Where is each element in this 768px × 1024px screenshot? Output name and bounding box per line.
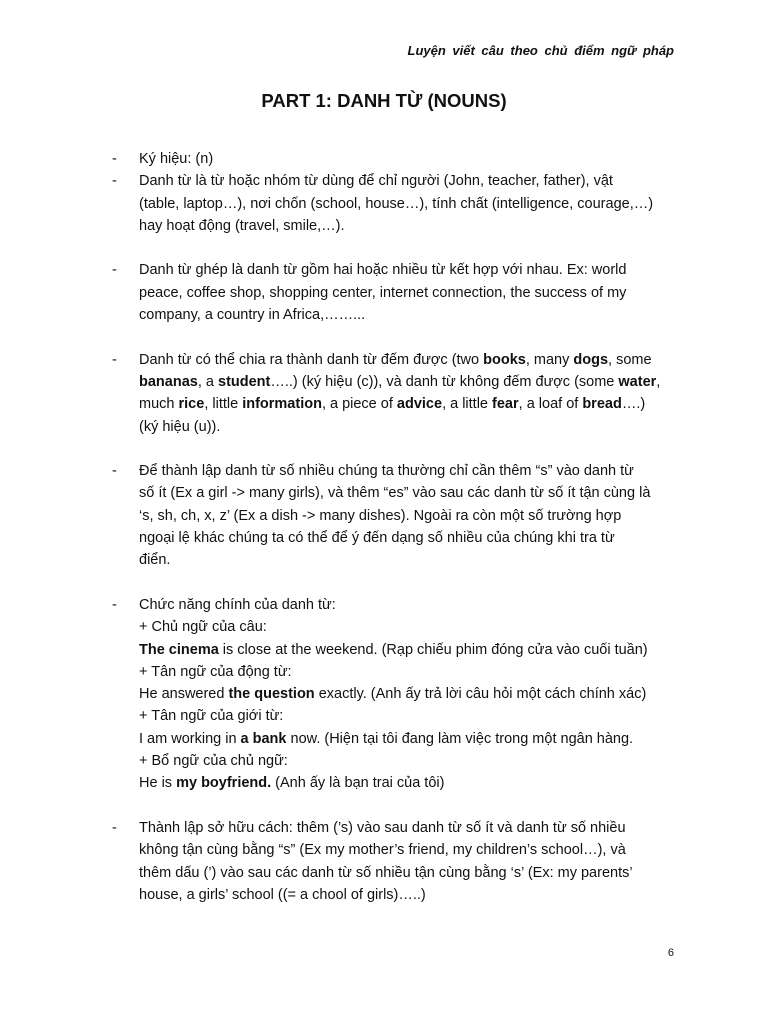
text-line: [139, 393, 682, 415]
text-run: , a little: [442, 396, 493, 413]
text-line: [139, 482, 682, 504]
bullet-dash: -: [112, 151, 117, 167]
text-run: exactly. (Anh ấy trả lời câu hỏi một cách chính xác): [314, 686, 647, 703]
text-line: [139, 750, 682, 772]
text-run: , a piece of: [321, 396, 397, 413]
list-item-compound-nouns: [112, 259, 682, 326]
text-run: hay hoạt động (travel, smile,…).: [139, 217, 345, 234]
bold-term: bananas: [139, 373, 198, 390]
bold-term: information: [242, 396, 322, 413]
text-run: Danh từ ghép là danh từ gồm hai hoặc nhiều từ kết hợp với nhau. Ex: world: [139, 262, 627, 279]
text-run: Để thành lập danh từ số nhiều chúng ta thường chỉ cần thêm “s” vào danh từ: [139, 463, 634, 480]
text-line: [139, 304, 682, 326]
text-run: company, a country in Africa,……...: [139, 307, 366, 324]
list-item-possessive: [112, 817, 682, 906]
text-line: [139, 772, 682, 794]
list-item-text: [139, 594, 682, 795]
text-run: , some: [608, 351, 652, 368]
text-run: Danh từ có thể chia ra thành danh từ đếm được (two: [139, 351, 484, 368]
bold-term: water: [618, 373, 657, 390]
text-run: điển.: [139, 552, 171, 569]
list-item-text: [139, 349, 682, 438]
running-header: Luyện viết câu theo chủ điểm ngữ pháp: [407, 43, 674, 58]
list-item-noun-functions: [112, 594, 682, 795]
bullet-dash: -: [112, 596, 117, 613]
text-run: (Anh ấy là bạn trai của tôi): [271, 775, 445, 792]
text-line: [139, 371, 682, 393]
text-run: ….): [621, 396, 646, 413]
bold-term: dogs: [573, 351, 609, 368]
list-item-definition: [112, 170, 682, 237]
text-run: He answered: [139, 686, 229, 703]
text-run: ,: [656, 373, 661, 390]
list-item-text: [139, 817, 682, 906]
text-run: ‘s, sh, ch, x, z’ (Ex a dish -> many dishes). Ngoài ra còn một số trường hợp: [139, 507, 622, 524]
text-line: [139, 817, 682, 839]
text-run: Thành lập sở hữu cách: thêm (’s) vào sau danh từ số ít và danh từ số nhiều: [139, 819, 626, 836]
bold-term: a bank: [240, 730, 287, 747]
bold-term: my boyfriend.: [176, 775, 272, 792]
text-run: , a loaf of: [518, 396, 583, 413]
text-run: …..) (ký hiệu (c)), và danh từ không đếm được (some: [270, 373, 619, 390]
text-line: [139, 683, 682, 705]
text-run: I am working in: [139, 730, 241, 747]
list-item-countable-uncountable: [112, 349, 682, 438]
text-line: [139, 705, 682, 727]
text-line: [139, 416, 682, 438]
text-run: much: [139, 396, 179, 413]
bold-term: student: [218, 373, 271, 390]
text-line: [139, 193, 682, 215]
bold-term: The cinema: [139, 641, 219, 658]
text-line: [139, 282, 682, 304]
bullet-dash: -: [112, 173, 117, 190]
text-line: [139, 639, 682, 661]
text-run: now. (Hiện tại tôi đang làm việc trong một ngân hàng.: [286, 730, 634, 747]
text-run: + Bổ ngữ của chủ ngữ:: [139, 753, 288, 770]
text-line: [139, 884, 682, 906]
notes-list: [112, 148, 682, 906]
text-line: [139, 349, 682, 371]
bullet-dash: -: [112, 463, 117, 480]
page-number: 6: [667, 947, 674, 959]
text-run: thêm dấu (’) vào sau các danh từ số nhiều tận cùng bằng ‘s’ (Ex: my parents’: [139, 864, 633, 881]
text-run: + Chủ ngữ của câu:: [139, 619, 267, 636]
text-run: (ký hiệu (u)).: [139, 418, 221, 435]
text-line: [139, 259, 682, 281]
bold-term: bread: [582, 396, 622, 413]
text-line: [139, 839, 682, 861]
bold-term: rice: [178, 396, 205, 413]
text-line: [139, 616, 682, 638]
text-run: , many: [525, 351, 574, 368]
text-run: + Tân ngữ của động từ:: [139, 663, 292, 680]
list-item-plural-formation: [112, 460, 682, 571]
bullet-dash: -: [112, 819, 117, 836]
text-run: không tận cùng bằng “s” (Ex my mother’s friend, my children’s school…), và: [139, 842, 626, 859]
text-run: + Tân ngữ của giới từ:: [139, 708, 284, 725]
bold-term: books: [483, 351, 526, 368]
text-line: [139, 661, 682, 683]
text-run: is close at the weekend. (Rạp chiếu phim đóng cửa vào cuối tuần): [218, 641, 648, 658]
bullet-dash: -: [112, 351, 117, 368]
list-item-text: [139, 460, 682, 571]
text-run: Danh từ là từ hoặc nhóm từ dùng để chỉ người (John, teacher, father), vật: [139, 173, 613, 190]
bold-term: fear: [492, 396, 519, 413]
text-line: [139, 549, 682, 571]
list-item-text: [139, 148, 682, 170]
text-run: house, a girls’ school ((= a chool of girls)…..): [139, 886, 426, 903]
text-run: ngoại lệ khác chúng ta có thể để ý đến dạng số nhiều của chúng khi tra từ: [139, 530, 615, 547]
text-line: [139, 594, 682, 616]
text-run: số ít (Ex a girl -> many girls), và thêm “es” vào sau các danh từ số ít tận cùng là: [139, 485, 651, 502]
list-item-text: [139, 170, 682, 237]
text-line: [139, 862, 682, 884]
text-line: [139, 728, 682, 750]
text-run: , a: [197, 373, 218, 390]
text-line: [139, 527, 682, 549]
text-run: peace, coffee shop, shopping center, internet connection, the success of my: [139, 284, 627, 301]
bold-term: advice: [396, 396, 443, 413]
bold-term: the question: [228, 686, 315, 703]
page-title: PART 1: DANH TỪ (NOUNS): [261, 90, 507, 111]
text-line: [139, 460, 682, 482]
text-run: , little: [204, 396, 243, 413]
text-line: [139, 215, 682, 237]
list-item-text: [139, 259, 682, 326]
bullet-dash: -: [112, 262, 117, 279]
list-item-symbol: [112, 148, 682, 170]
text-line: [139, 148, 682, 170]
text-run: (table, laptop…), nơi chốn (school, house…), tính chất (intelligence, courage,…): [139, 195, 654, 212]
text-line: [139, 505, 682, 527]
text-line: [139, 170, 682, 192]
text-run: He is: [139, 775, 177, 792]
text-run: Ký hiệu: (n): [139, 151, 214, 167]
text-run: Chức năng chính của danh từ:: [139, 596, 336, 613]
